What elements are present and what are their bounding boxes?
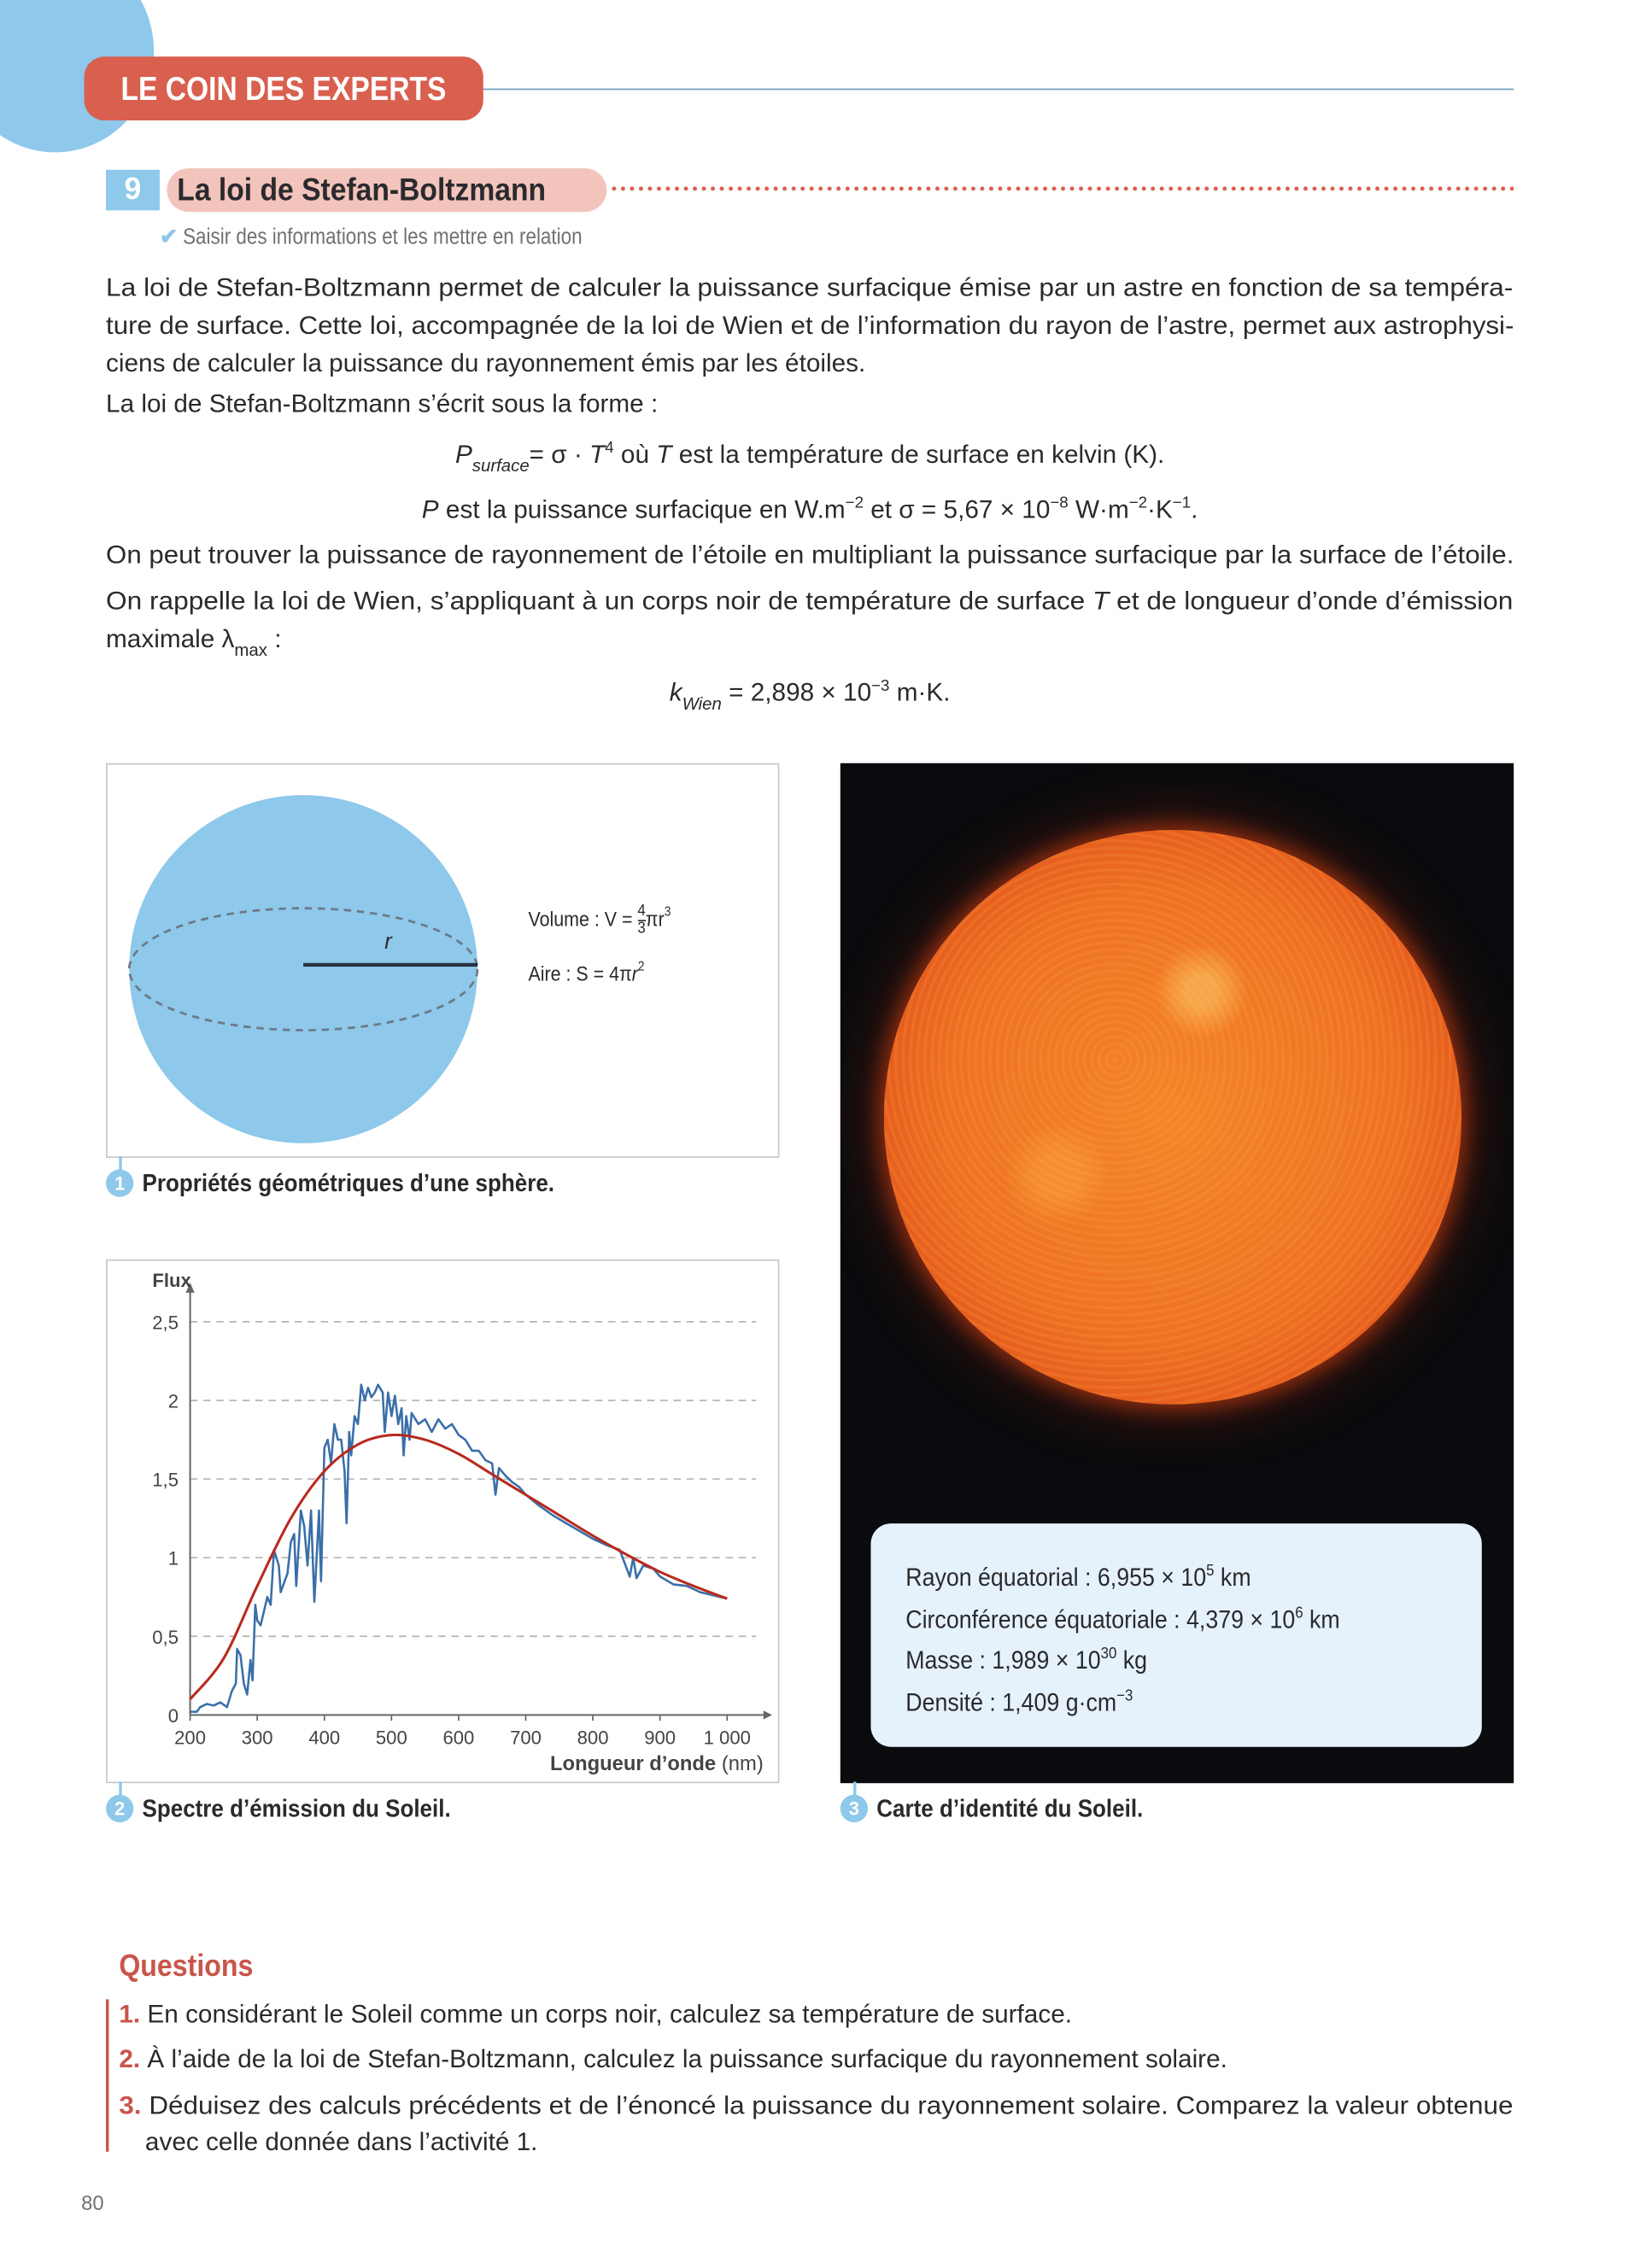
paragraph-line: La loi de Stefan-Boltzmann permet de calculer la puissance surfacique émise par un astre en fonction de sa tempéra-	[106, 272, 1514, 302]
dotted-rule	[610, 185, 1514, 191]
exercise-number: 9	[106, 170, 160, 211]
area-formula: Aire : $S = 4\pi r^2$	[528, 959, 645, 985]
exercise-title	[167, 168, 606, 212]
checkmark-icon: ✔	[159, 225, 179, 250]
section-banner	[85, 56, 483, 120]
x-axis-arrow-icon	[764, 1710, 772, 1719]
question-item: 2. À l’aide de la loi de Stefan-Boltzmann, calculez la puissance surfacique du rayonnement solaire.	[119, 2044, 1227, 2074]
y-tick-label: 1,5	[152, 1469, 179, 1491]
paragraph-line: On peut trouver la puissance de rayonnement de l’étoile en multipliant la puissance surfacique par la surface de l’étoile.	[106, 540, 1514, 570]
section-label: LE COIN DES EXPERTS	[120, 69, 447, 108]
sphere-figure	[106, 763, 779, 1158]
sphere	[129, 795, 477, 1143]
paragraph-line: ture de surface. Cette loi, accompagnée de la loi de Wien et de l’information du rayon de l’astre, permet aux astrophysi-	[106, 310, 1514, 340]
figure2-caption: 2 Spectre d’émission du Soleil.	[106, 1793, 485, 1825]
sphere-diagram	[108, 764, 781, 1159]
paragraph-line: ciens de calculer la puissance du rayonnement émis par les étoiles.	[106, 348, 866, 377]
caption-number-badge: 2	[106, 1795, 133, 1822]
stefan-formula: $P_{surface}= \sigma \cdot T^4$ où T est la température de surface en kelvin (K).	[454, 439, 1165, 476]
spectrum-plot	[108, 1261, 781, 1785]
x-tick-label: 300	[241, 1727, 273, 1749]
x-axis-label: Longueur d’onde (nm)	[550, 1751, 764, 1775]
skill-line	[160, 224, 636, 250]
volume-formula: Volume : V = $\frac{4}{3}$ $\pi r^3$	[528, 902, 671, 938]
questions-rule	[106, 1999, 108, 2151]
x-tick-label: 400	[308, 1727, 341, 1749]
y-axis-label: Flux	[152, 1270, 191, 1292]
y-tick-label: 0,5	[152, 1626, 179, 1648]
info-density: Densité : 1,409 $g\cdot cm^{-3}$	[905, 1687, 1133, 1717]
sun-image	[884, 830, 1461, 1405]
radius-label: r	[384, 930, 392, 956]
paragraph-line: maximale $\lambda_{max}$ :	[106, 623, 282, 661]
x-tick-label: 500	[375, 1727, 407, 1749]
x-tick-label: 900	[644, 1727, 676, 1749]
skill-text: Saisir des informations et les mettre en relation	[182, 225, 582, 250]
x-tick-label: 600	[442, 1727, 475, 1749]
x-tick-label: 200	[174, 1727, 207, 1749]
info-radius: Rayon équatorial : $6,955 \times 10^5$ km	[905, 1562, 1251, 1592]
paragraph-line: La loi de Stefan-Boltzmann s’écrit sous la forme :	[106, 389, 659, 418]
paragraph-line: On rappelle la loi de Wien, s’appliquant à un corps noir de température de surface T et de longueur d’onde d’émission	[106, 586, 1514, 616]
question-item: 1. En considérant le Soleil comme un corps noir, calculez sa température de surface.	[119, 1999, 1073, 2029]
wien-formula: $k_{Wien} = 2,898 \times 10^{-3}$ m·K.	[669, 677, 951, 714]
caption-number-badge: 1	[106, 1169, 133, 1196]
x-tick-label: 800	[577, 1727, 609, 1749]
intro-text	[106, 270, 1514, 714]
spectrum-chart	[106, 1260, 779, 1783]
figure3-caption: 3 Carte d’identité du Soleil.	[840, 1793, 1173, 1825]
x-tick-label: 700	[510, 1727, 542, 1749]
caption-number-badge: 3	[840, 1795, 868, 1822]
questions-title: Questions	[119, 1949, 254, 1984]
page-number: 80	[81, 2190, 104, 2214]
series-measured-line	[190, 1385, 728, 1712]
question-item-continued: avec celle donnée dans l’activité 1.	[144, 2126, 538, 2156]
info-mass: Masse : $1,989 \times 10^{30}$ kg	[905, 1645, 1148, 1675]
header-rule	[483, 89, 1514, 91]
exercise-title-text: La loi de Stefan-Boltzmann	[177, 171, 547, 208]
sun-info-card	[870, 1523, 1481, 1747]
x-tick-label: 1 000	[703, 1727, 751, 1749]
sun-photo	[840, 763, 1514, 1783]
y-tick-label: 2,5	[152, 1312, 179, 1334]
y-tick-label: 1	[167, 1547, 179, 1569]
figure1-caption: 1 Propriétés géométriques d’une sphère.	[106, 1168, 600, 1200]
sigma-definition: P est la puissance surfacique en $W.m^{-2}$ et $\sigma = 5,67 \times 10^{-8}$ $W\cdot m^{-2}\cdot K^{-1}$.	[421, 494, 1198, 524]
question-item: 3. Déduisez des calculs précédents et de l’énoncé la puissance du rayonnement solaire. Comparez la valeur obtenue	[119, 2090, 1514, 2120]
info-circumference: Circonférence équatoriale : $4,379 \times 10^6$ km	[905, 1605, 1340, 1634]
y-tick-label: 0	[167, 1704, 179, 1727]
y-tick-label: 2	[167, 1390, 179, 1412]
